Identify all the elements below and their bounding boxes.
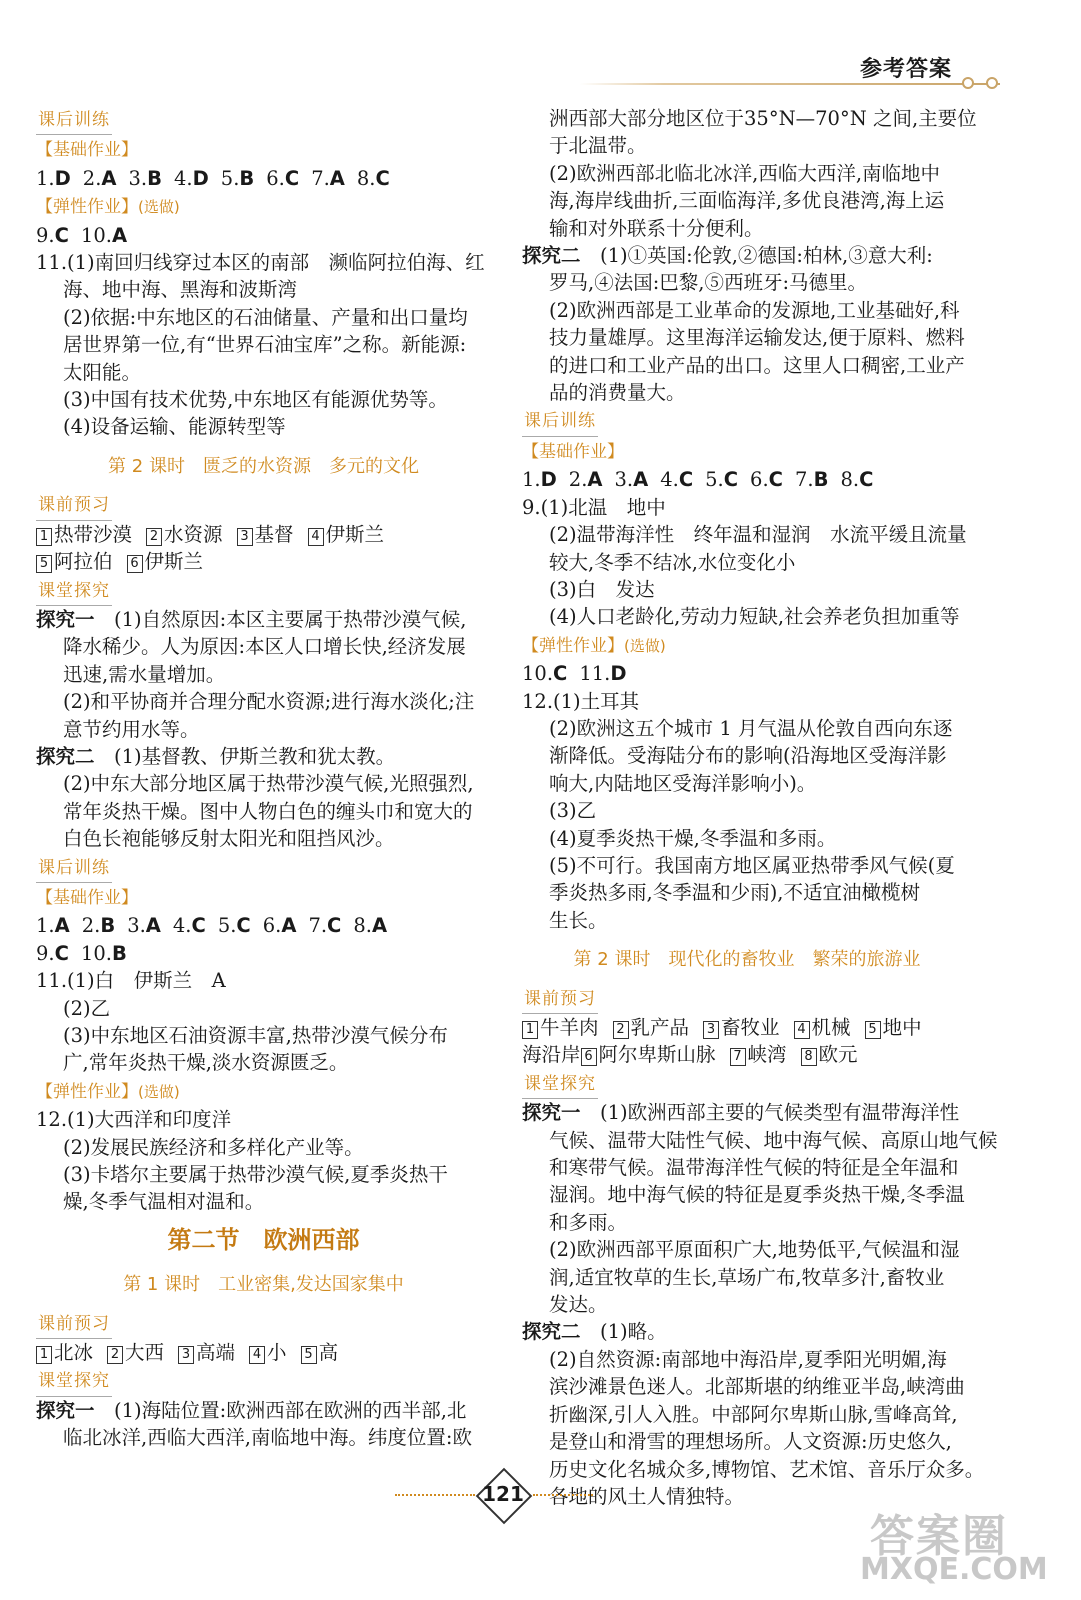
answer-choice: A [329, 166, 345, 190]
answer-choice: A [145, 914, 161, 938]
text-line: 意节约用水等。 [63, 717, 200, 741]
text-line: 品的消费量大。 [549, 381, 686, 405]
explore-label: 探究一 [522, 1101, 581, 1125]
text-line: 折幽深,引人入胜。中部阿尔卑斯山脉,雪峰高耸, [549, 1402, 958, 1426]
text-line: 的进口和工业产品的出口。这里人口稠密,工业产 [549, 353, 965, 377]
watermark-url: MXQE.COM [860, 1552, 1048, 1587]
preview-text: 牛羊肉 [540, 1016, 599, 1039]
subsection-label: 课堂探究 [522, 1071, 598, 1099]
answer-choice: D [540, 468, 557, 492]
text-line: 燥,冬季气温相对温和。 [63, 1190, 265, 1214]
answer-item [82, 914, 115, 937]
answer-number: 9. [36, 941, 55, 965]
answer-number: 3. [127, 914, 146, 938]
bracket-label: 【基础作业】 [36, 887, 138, 908]
answer-choice: C [859, 468, 874, 492]
answer-choice: D [54, 166, 71, 190]
preview-text: 阿拉伯 [54, 550, 113, 574]
left-column [36, 105, 491, 1452]
text-line: (2)和平协商并合理分配水资源;进行海水淡化;注 [63, 690, 475, 714]
answer-item [83, 167, 117, 190]
answer-item [263, 914, 297, 937]
text-line: 12.(1)大西洋和印度洋 [36, 1108, 232, 1132]
text-line: (2)欧洲西部是工业革命的发源地,工业基础好,科 [549, 298, 960, 322]
answer-number: 7. [794, 468, 814, 492]
number-box: 4 [794, 1021, 810, 1039]
text-line: 生长。 [549, 908, 608, 932]
answer-number: 7. [311, 166, 330, 190]
answer-item [81, 224, 127, 247]
preview-item [36, 523, 132, 546]
bracket-label: 【基础作业】 [36, 140, 138, 161]
lesson-title: 第 2 课时 现代化的畜牧业 繁荣的旅游业 [573, 949, 921, 971]
answer-number: 8. [356, 166, 376, 190]
answer-number: 1. [522, 468, 541, 492]
text-line: 太阳能。 [63, 360, 142, 384]
answer-item [840, 468, 873, 491]
bracket-label: 【弹性作业】 [36, 197, 138, 218]
explore-label: 探究二 [36, 744, 95, 768]
number-box: 6 [127, 555, 143, 573]
number-box: 6 [581, 1048, 597, 1066]
text-line: (3)中国有技术优势,中东地区有能源优势等。 [63, 388, 448, 412]
answer-item [750, 468, 783, 491]
text-line: 12.(1)土耳其 [522, 689, 640, 713]
answer-item [129, 167, 162, 190]
explore-label: 探究一 [36, 607, 95, 631]
text-line: (2)欧洲西部平原面积广大,地势低平,气候温和湿 [549, 1238, 960, 1262]
text-line: (2)自然资源:南部地中海沿岸,夏季阳光明媚,海 [549, 1347, 947, 1371]
text-line: 广,常年炎热干燥,淡水资源匮乏。 [63, 1051, 349, 1075]
bracket-label: 【弹性作业】 [522, 635, 624, 656]
text-line: 各地的风土人情独特。 [549, 1484, 745, 1508]
text-line: (1)海陆位置:欧洲西部在欧洲的西半部,北 [114, 1398, 467, 1422]
answer-choice: B [147, 166, 162, 190]
answer-row [36, 165, 491, 192]
number-box: 3 [237, 528, 253, 546]
text-line: (2)依据:中东地区的石油储量、产量和出口量均 [63, 305, 468, 329]
answer-choice: A [281, 914, 297, 938]
answer-item [615, 468, 649, 491]
number-box: 8 [801, 1048, 817, 1066]
answer-item [579, 662, 626, 685]
answer-item [357, 167, 390, 190]
section-title: 第二节 欧洲西部 [167, 1224, 360, 1254]
preview-item [301, 1341, 339, 1364]
answer-choice: A [101, 166, 117, 190]
preview-item [237, 523, 294, 546]
answer-choice: A [633, 468, 649, 492]
answer-number: 3. [614, 468, 634, 492]
preview-item [522, 1016, 599, 1039]
answer-choice: A [111, 223, 128, 247]
text-line: 常年炎热干燥。图中人物白色的缠头巾和宽大的 [63, 799, 473, 823]
answer-item [218, 914, 251, 937]
header-dot-icon [986, 77, 998, 89]
text-line: 9.(1)北温 地中 [522, 495, 666, 519]
preview-row [36, 548, 491, 575]
answer-item [569, 468, 603, 491]
number-box: 3 [703, 1021, 719, 1039]
answer-number: 1. [36, 914, 55, 938]
number-box: 5 [865, 1021, 881, 1039]
preview-text: 水资源 [164, 522, 223, 546]
answer-row [36, 912, 491, 939]
answer-choice: B [100, 914, 116, 938]
header-dot-icon [962, 77, 974, 89]
number-box: 2 [146, 528, 162, 546]
answer-number: 10. [522, 662, 554, 686]
text-line: (3)中东地区石油资源丰富,热带沙漠气候分布 [63, 1024, 448, 1047]
lesson-title: 第 2 课时 匮乏的水资源 多元的文化 [108, 455, 419, 477]
answer-number: 8. [353, 914, 372, 938]
preview-text: 伊斯兰 [325, 522, 385, 546]
answer-number: 10. [80, 223, 112, 247]
watermark [860, 1500, 1048, 1587]
text-line: 临北冰洋,西临大西洋,南临地中海。纬度位置:欧 [63, 1426, 472, 1450]
number-box: 2 [613, 1021, 629, 1039]
answer-choice: C [54, 223, 69, 247]
answer-number: 5. [220, 166, 240, 190]
header-title: 参考答案 [860, 57, 953, 82]
text-line: (1)基督教、伊斯兰教和犹太教。 [114, 744, 396, 768]
subsection-label: 课前预习 [36, 492, 112, 520]
answer-number: 9. [36, 223, 55, 247]
number-box: 5 [36, 555, 52, 573]
answer-number: 4. [660, 468, 679, 492]
number-box: 3 [178, 1346, 194, 1364]
footer-dots [395, 1494, 475, 1496]
answer-row [522, 660, 972, 687]
header-divider [580, 83, 1000, 85]
preview-item [36, 1341, 93, 1364]
preview-item [613, 1016, 690, 1039]
page-number-text: 121 [482, 1482, 524, 1506]
answer-item [522, 662, 567, 685]
text-line: (1)欧洲西部主要的气候类型有温带海洋性 [600, 1101, 960, 1125]
preview-text: 地中 [882, 1016, 922, 1039]
number-box: 4 [249, 1346, 265, 1364]
answer-choice: C [678, 468, 694, 492]
preview-text: 小 [267, 1341, 287, 1365]
optional-note: (选做) [138, 198, 180, 217]
explore-label: 探究二 [522, 244, 581, 268]
preview-text: 机械 [811, 1016, 851, 1039]
subsection-label: 课后训练 [36, 107, 112, 135]
preview-text: 海沿岸 [522, 1043, 581, 1067]
subsection-label: 课后训练 [522, 408, 598, 436]
text-line: 滨沙滩景色迷人。北部斯堪的纳维亚半岛,峡湾曲 [549, 1375, 965, 1399]
answer-item [127, 914, 161, 937]
preview-text: 北冰 [54, 1341, 94, 1365]
answer-number: 3. [128, 166, 148, 190]
answer-choice: A [587, 468, 603, 492]
text-line: 海,海岸线曲折,三面临海洋,多优良港湾,海上运 [549, 189, 945, 213]
answer-item [795, 468, 828, 491]
answer-choice: D [192, 166, 209, 190]
text-line: 洲西部大部分地区位于35°N—70°N 之间,主要位 [549, 107, 977, 130]
answer-number: 2. [82, 166, 102, 190]
answer-item [308, 914, 341, 937]
preview-item [249, 1341, 287, 1364]
answer-item [173, 914, 206, 937]
answer-number: 5. [217, 914, 237, 938]
answer-item [266, 167, 299, 190]
answer-row [522, 466, 972, 493]
number-box: 5 [301, 1346, 317, 1364]
text-line: (2)中东大部分地区属于热带沙漠气候,光照强烈, [63, 772, 474, 796]
preview-item [703, 1016, 780, 1039]
number-box: 2 [107, 1346, 123, 1364]
answer-item [36, 914, 70, 937]
text-line: 居世界第一位,有“世界石油宝库”之称。新能源: [63, 333, 467, 357]
answer-item [174, 167, 209, 190]
number-box: 1 [36, 1346, 52, 1364]
answer-item [36, 942, 69, 965]
answer-item [81, 942, 127, 965]
preview-text: 欧元 [818, 1043, 858, 1067]
preview-text: 伊斯兰 [144, 550, 204, 574]
preview-item [730, 1043, 787, 1066]
answer-number: 6. [266, 166, 285, 190]
explore-label: 探究二 [522, 1320, 581, 1344]
text-line: (3)乙 [549, 799, 597, 823]
text-line: 白色长袍能够反射太阳光和阻挡风沙。 [63, 827, 395, 851]
text-line: 湿润。地中海气候的特征是夏季炎热干燥,冬季温 [549, 1183, 965, 1207]
text-line: 海、地中海、黑海和波斯湾 [63, 278, 298, 302]
answer-number: 2. [81, 914, 101, 938]
answer-item [353, 914, 387, 937]
preview-text: 峡湾 [747, 1043, 787, 1067]
right-column [522, 105, 998, 1510]
subsection-label: 课后训练 [36, 855, 112, 883]
answer-number: 6. [262, 914, 282, 938]
answer-number: 8. [840, 468, 860, 492]
answer-choice: B [813, 468, 829, 492]
answer-item [36, 167, 71, 190]
text-line: (1)自然原因:本区主要属于热带沙漠气候, [114, 607, 467, 631]
text-line: 11.(1)南回归线穿过本区的南部 濒临阿拉伯海、红 [36, 251, 485, 275]
answer-choice: A [54, 914, 70, 938]
text-line: (3)卡塔尔主要属于热带沙漠气候,夏季炎热干 [63, 1163, 448, 1187]
preview-text: 阿尔卑斯山脉 [598, 1043, 716, 1067]
preview-item [581, 1043, 716, 1066]
text-line: (2)欧洲这五个城市 1 月气温从伦敦自西向东逐 [549, 716, 953, 740]
explore-label: 探究一 [36, 1398, 95, 1422]
preview-item [146, 523, 223, 546]
answer-choice: C [375, 166, 390, 190]
text-line: 11.(1)白 伊斯兰 A [36, 969, 226, 993]
subsection-label: 课前预习 [36, 1311, 112, 1339]
lesson-title: 第 1 课时 工业密集,发达国家集中 [123, 1274, 404, 1296]
answer-number: 4. [173, 166, 193, 190]
answer-choice: C [284, 166, 300, 190]
text-line: 历史文化名城众多,博物馆、艺术馆、音乐厅众多。 [549, 1457, 985, 1481]
text-line: (2)欧洲西部北临北冰洋,西临大西洋,南临地中 [549, 161, 941, 185]
text-line: 响大,内陆地区受海洋影响小)。 [549, 771, 817, 795]
answer-row [36, 940, 491, 967]
preview-text: 高端 [196, 1341, 236, 1365]
text-line: 迅速,需水量增加。 [63, 662, 226, 686]
number-box: 4 [308, 528, 324, 546]
preview-item [127, 550, 204, 573]
subsection-label: 课堂探究 [36, 1368, 112, 1396]
answer-number: 5. [705, 468, 724, 492]
answer-choice: C [236, 914, 251, 938]
preview-text: 乳产品 [630, 1016, 690, 1039]
text-line: 季炎热多雨,冬季温和少雨),不适宜油橄榄树 [549, 881, 921, 905]
answer-item [705, 468, 738, 491]
text-line: (2)温带海洋性 终年温和湿润 水流平缓且流量 [549, 523, 967, 547]
answer-choice: C [723, 468, 739, 492]
subsection-label: 课前预习 [522, 986, 598, 1014]
answer-number: 6. [750, 468, 769, 492]
answer-item [36, 224, 69, 247]
answer-item [221, 167, 254, 190]
preview-row [36, 1339, 491, 1366]
text-line: (1)略。 [600, 1320, 667, 1344]
preview-item [178, 1341, 235, 1364]
footer-dots [533, 1494, 593, 1496]
text-line: 气候、温带大陆性气候、地中海气候、高原山地气候 [549, 1128, 998, 1152]
preview-item [865, 1016, 922, 1039]
answer-choice: B [239, 166, 255, 190]
answer-choice: D [610, 662, 627, 686]
answer-number: 2. [568, 468, 588, 492]
text-line: 润,适宜牧草的生长,草场广布,牧草多汁,畜牧业 [549, 1265, 945, 1289]
text-line: 和寒带气候。温带海洋性气候的特征是全年温和 [549, 1156, 959, 1180]
preview-text: 热带沙漠 [54, 522, 133, 546]
text-line: (2)乙 [63, 996, 111, 1020]
text-line: (2)发展民族经济和多样化产业等。 [63, 1135, 364, 1159]
optional-note: (选做) [138, 1082, 180, 1101]
page-number [478, 1470, 528, 1520]
number-box: 1 [522, 1021, 538, 1039]
preview-text: 大西 [125, 1341, 165, 1365]
answer-row [36, 222, 491, 249]
text-line: (5)不可行。我国南方地区属亚热带季风气候(夏 [549, 853, 955, 877]
answer-number: 4. [172, 914, 192, 938]
preview-text: 高 [318, 1341, 339, 1365]
answer-number: 10. [80, 941, 112, 965]
text-line: 发达。 [549, 1293, 608, 1317]
text-line: (3)白 发达 [549, 577, 655, 601]
number-box: 1 [36, 528, 52, 546]
preview-text: 畜牧业 [721, 1016, 780, 1039]
text-line: (4)人口老龄化,劳动力短缺,社会养老负担加重等 [549, 605, 960, 629]
preview-item [107, 1341, 164, 1364]
answer-item [660, 468, 693, 491]
preview-row [522, 1014, 972, 1041]
preview-row [36, 521, 491, 548]
answer-item [522, 468, 557, 491]
preview-item [801, 1043, 858, 1066]
answer-choice: C [553, 662, 568, 686]
answer-item [311, 167, 345, 190]
answer-choice: C [54, 941, 69, 965]
number-box: 7 [730, 1048, 746, 1066]
bracket-label: 【基础作业】 [522, 441, 624, 462]
text-line: 罗马,④法国:巴黎,⑤西班牙:马德里。 [549, 271, 868, 295]
bracket-label: 【弹性作业】 [36, 1081, 138, 1102]
subsection-label: 课堂探究 [36, 578, 112, 606]
preview-item [794, 1016, 851, 1039]
text-line: 于北温带。 [549, 134, 647, 158]
answer-choice: B [111, 941, 127, 965]
text-line: 和多雨。 [549, 1210, 628, 1234]
text-line: 输和对外联系十分便利。 [549, 216, 764, 240]
answer-number: 11. [579, 662, 611, 686]
answer-number: 7. [308, 914, 328, 938]
text-line: 技力量雄厚。这里海洋运输发达,便于原料、燃料 [549, 326, 965, 350]
preview-item [308, 523, 385, 546]
watermark-logo: 答案圈 [870, 1511, 1008, 1562]
text-line: (4)夏季炎热干燥,冬季温和多雨。 [549, 826, 837, 850]
text-line: 是登山和滑雪的理想场所。人文资源:历史悠久, [549, 1430, 952, 1454]
answer-choice: A [371, 914, 388, 938]
optional-note: (选做) [624, 636, 666, 655]
answer-number: 1. [36, 166, 55, 190]
answer-choice: C [191, 914, 206, 938]
text-line: 渐降低。受海陆分布的影响(沿海地区受海洋影 [549, 744, 947, 768]
preview-item [36, 550, 113, 573]
answer-choice: C [327, 914, 342, 938]
text-line: 较大,冬季不结冰,水位变化小 [549, 550, 796, 574]
text-line: 降水稀少。人为原因:本区人口增长快,经济发展 [63, 635, 466, 659]
text-line: (1)①英国:伦敦,②德国:柏林,③意大利: [600, 244, 933, 268]
preview-row [522, 1041, 972, 1068]
preview-text: 基督 [254, 522, 294, 546]
answer-choice: C [768, 468, 783, 492]
text-line: (4)设备运输、能源转型等 [63, 415, 286, 439]
